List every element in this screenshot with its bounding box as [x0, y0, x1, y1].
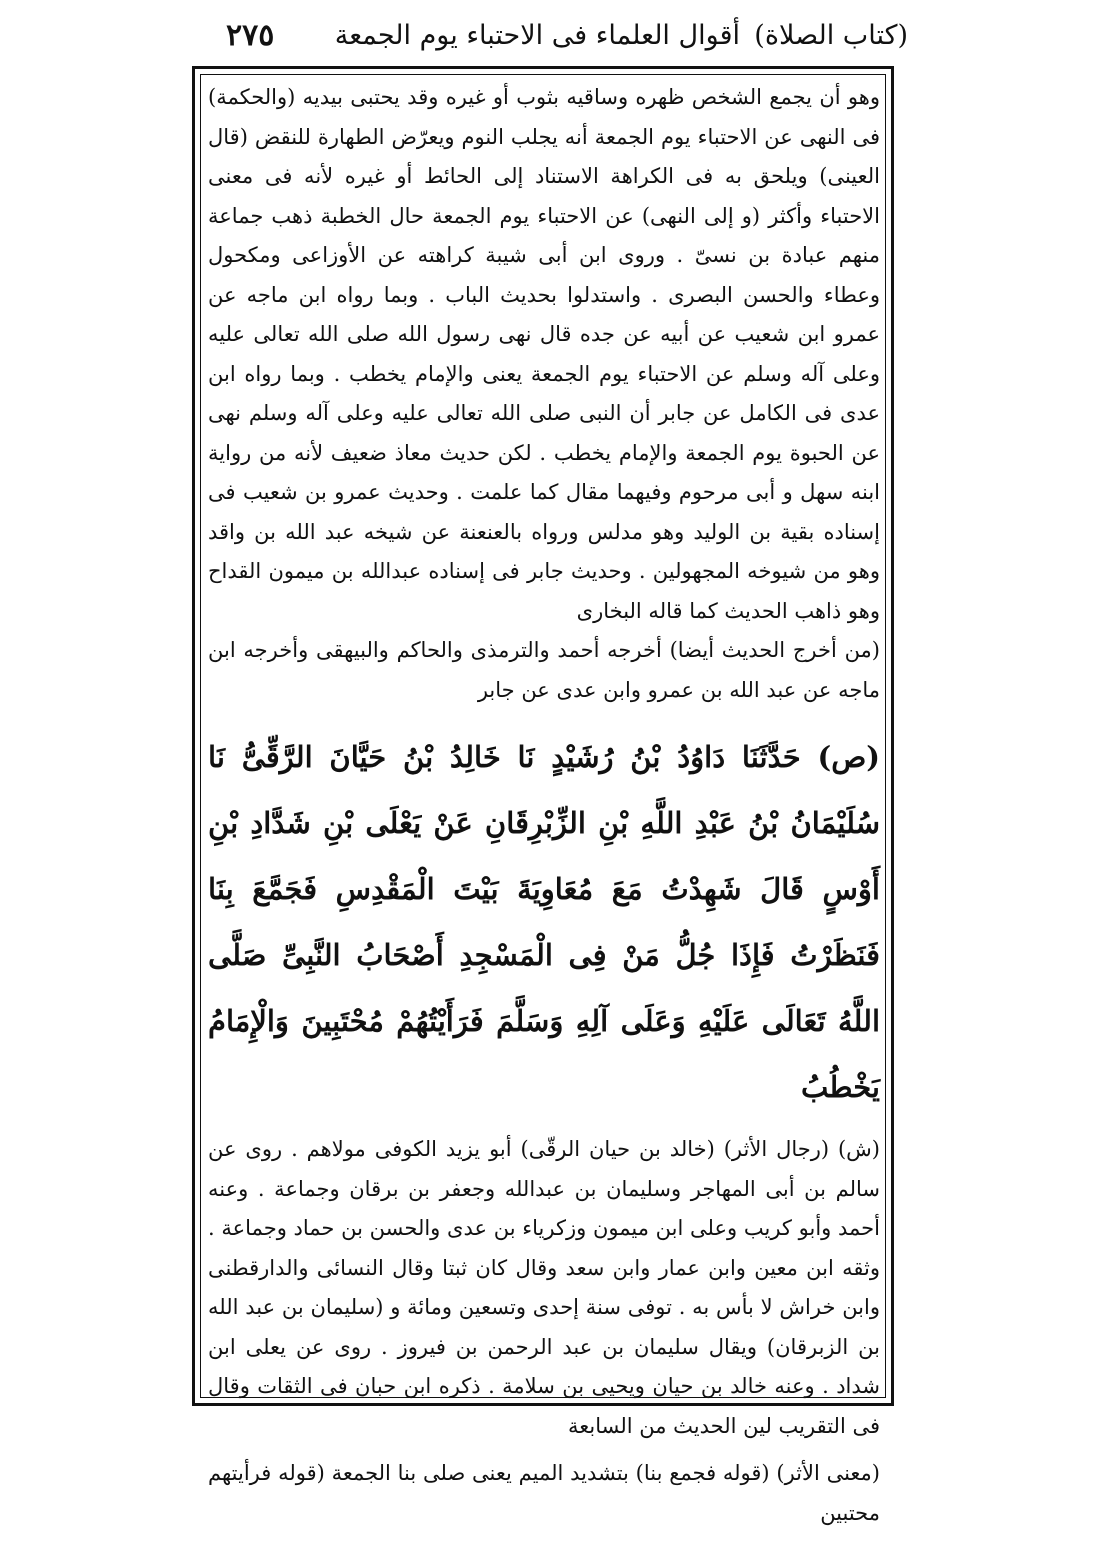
- page-header: [196, 18, 908, 64]
- page-body: [208, 78, 880, 1533]
- takhrij-paragraph: (من أخرج الحديث أيضا) أخرجه أحمد والترمذى والحاكم والبيهقى وأخرجه ابن ماجه عن عبد الله بن عمرو وابن عدى عن جابر: [208, 638, 880, 702]
- page-number: ٢٧٥: [226, 18, 275, 53]
- page-title: أقوال العلماء فى الاحتباء يوم الجمعة: [334, 20, 740, 51]
- commentary-paragraph: وهو أن يجمع الشخص ظهره وساقيه بثوب أو غيره وقد يحتبى بيديه (والحكمة) فى النهى عن الاحتباء يوم الجمعة أنه يجلب النوم ويعرّض الطهارة للنقض (قال العينى) ويلحق به فى الكراهة الاستناد إلى الحائط أو غيره لأنه فى معنى الاحتباء وأكثر (و إلى النهى) عن الاحتباء يوم الجمعة حال الخطبة ذهب جماعة منهم عبادة بن نسىّ . وروى ابن أبى شيبة كراهته عن الأوزاعى ومكحول وعطاء والحسن البصرى . واستدلوا بحديث الباب . وبما رواه ابن ماجه عن عمرو ابن شعيب عن أبيه عن جده قال نهى رسول الله صلى الله تعالى عليه وعلى آله وسلم عن الاحتباء يوم الجمعة يعنى والإمام يخطب . وبما رواه ابن عدى فى الكامل عن جابر أن النبى صلى الله تعالى عليه وعلى آله وسلم نهى عن الحبوة يوم الجمعة والإمام يخطب . لكن حديث معاذ ضعيف لأنه من رواية ابنه سهل و أبى مرحوم وفيهما مقال كما علمت . وحديث عمرو بن شعيب فى إسناده بقية بن الوليد وهو مدلس ورواه بالعنعنة عن شيخه عبد الله بن واقد وهو من شيوخه المجهولين . وحديث جابر فى إسناده عبدالله بن ميمون القداح وهو ذاهب الحديث كما قاله البخارى: [208, 85, 880, 623]
- meaning-paragraph: (معنى الأثر) (قوله فجمع بنا) بتشديد الميم يعنى صلى بنا الجمعة (قوله فرأيتهم محتبين: [208, 1461, 880, 1525]
- spacer: [208, 1446, 880, 1454]
- book-title: (كتاب الصلاة): [754, 20, 908, 51]
- hadith-text: (ص) حَدَّثَنَا دَاوُدُ بْنُ رُشَيْدٍ نَا خَالِدُ بْنُ حَيَّانَ الرَّقِّىُّ نَا سُلَيْمَانُ بْنُ عَبْدِ اللَّهِ بْنِ الزِّبْرِقَانِ عَنْ يَعْلَى بْنِ شَدَّادِ بْنِ أَوْسٍ قَالَ شَهِدْتُ مَعَ مُعَاوِيَةَ بَيْتَ الْمَقْدِسِ فَجَمَّعَ بِنَا فَنَظَرْتُ فَإِذَا جُلُّ مَنْ فِى الْمَسْجِدِ أَصْحَابُ النَّبِىِّ صَلَّى اللَّهُ تَعَالَى عَلَيْهِ وَعَلَى آلِهِ وَسَلَّمَ فَرَأَيْتُهُمْ مُحْتَبِينَ وَالْإِمَامُ يَخْطُبُ: [208, 740, 880, 1104]
- narrators-paragraph: (ش) (رجال الأثر) (خالد بن حيان الرقّى) أبو يزيد الكوفى مولاهم . روى عن سالم بن أبى المهاجر وسليمان بن عبدالله وجعفر بن برقان وجماعة . وعنه أحمد وأبو كريب وعلى ابن ميمون وزكرياء بن عدى والحسن بن حماد وجماعة . وثقه ابن معين وابن عمار وابن سعد وقال كان ثبتا وقال النسائى والدارقطنى وابن خراش لا بأس به . توفى سنة إحدى وتسعين ومائة و (سليمان بن عبد الله بن الزبرقان) ويقال سليمان بن عبد الرحمن بن فيروز . روى عن يعلى ابن شداد . وعنه خالد بن حيان ويحيى بن سلامة . ذكره ابن حبان فى الثقات وقال فى التقريب لين الحديث من السابعة: [208, 1137, 880, 1438]
